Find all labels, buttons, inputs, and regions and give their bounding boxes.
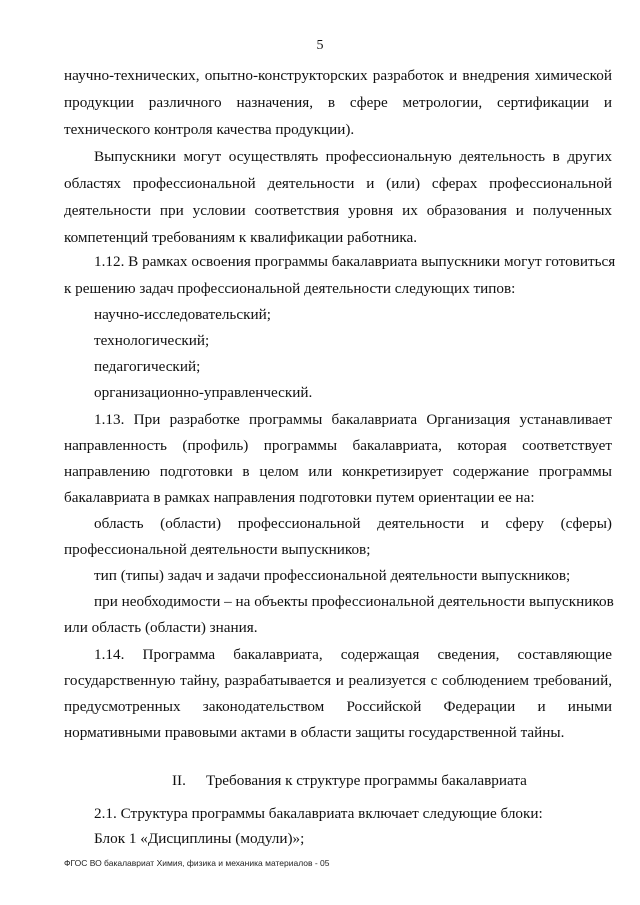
text-line: продукции различного назначения, в сфере метрологии, сертификации и xyxy=(64,94,612,111)
text-line: Выпускники могут осуществлять профессиональную деятельность в других xyxy=(94,148,612,165)
text-line: профессиональной деятельности выпускников; xyxy=(64,541,371,558)
text-line: технического контроля качества продукции). xyxy=(64,121,355,138)
text-line: направленность (профиль) программы бакалавриата, которая соответствует xyxy=(64,437,612,454)
text-line: или область (области) знания. xyxy=(64,619,258,636)
text-line: Блок 1 «Дисциплины (модули)»; xyxy=(94,830,305,847)
text-line: научно-технических, опытно-конструкторских разработок и внедрения химической xyxy=(64,67,612,84)
text-line: область (области) профессиональной деятельности и сферу (сферы) xyxy=(94,515,612,532)
section-number: II. xyxy=(172,772,186,789)
text-line: предусмотренных законодательством Российской Федерации и иными xyxy=(64,698,612,715)
text-line: бакалавриата в рамках направления подготовки путем ориентации ее на: xyxy=(64,489,535,506)
list-item: технологический; xyxy=(94,332,210,349)
section-heading xyxy=(172,771,527,791)
section-title: Требования к структуре программы бакалавриата xyxy=(206,772,527,789)
text-line: компетенций требованиям к квалификации работника. xyxy=(64,229,418,246)
text-line: к решению задач профессиональной деятельности следующих типов: xyxy=(64,280,516,297)
page-footer: ФГОС ВО бакалавриат Химия, физика и механика материалов - 05 xyxy=(64,858,330,868)
text-line: областях профессиональной деятельности и (или) сферах профессиональной xyxy=(64,175,612,192)
text-line: 1.13. При разработке программы бакалавриата Организация устанавливает xyxy=(94,411,612,428)
text-line: тип (типы) задач и задачи профессиональной деятельности выпускников; xyxy=(94,567,571,584)
text-line: 2.1. Структура программы бакалавриата включает следующие блоки: xyxy=(94,805,543,822)
text-line: при необходимости – на объекты профессиональной деятельности выпускников xyxy=(94,593,614,610)
text-line: направлению подготовки в целом или конкретизирует содержание программы xyxy=(64,463,612,480)
text-line: нормативными правовыми актами в области защиты государственной тайны. xyxy=(64,724,565,741)
page-number: 5 xyxy=(316,38,324,53)
text-line: 1.12. В рамках освоения программы бакалавриата выпускники могут готовиться xyxy=(94,253,616,270)
text-line: 1.14. Программа бакалавриата, содержащая сведения, составляющие xyxy=(94,646,612,663)
text-line: деятельности при условии соответствия уровня их образования и полученных xyxy=(64,202,612,219)
list-item: организационно-управленческий. xyxy=(94,384,313,401)
text-line: государственную тайну, разрабатывается и реализуется с соблюдением требований, xyxy=(64,672,612,689)
list-item: педагогический; xyxy=(94,358,201,375)
list-item: научно-исследовательский; xyxy=(94,306,271,323)
